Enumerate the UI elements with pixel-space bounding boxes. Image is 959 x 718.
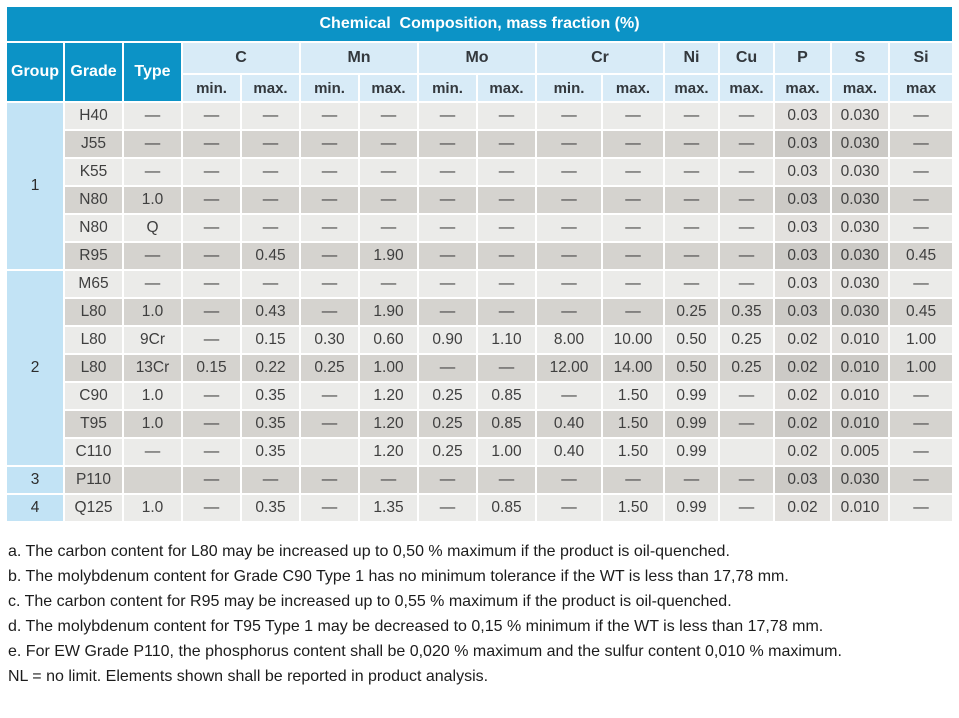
header-cr-min: min. bbox=[537, 75, 601, 101]
value-cell: 0.35 bbox=[242, 495, 299, 521]
value-cell: 0.030 bbox=[832, 187, 888, 213]
value-cell: 0.30 bbox=[301, 327, 358, 353]
value-cell: 0.03 bbox=[775, 131, 830, 157]
grade-cell: N80 bbox=[65, 187, 122, 213]
value-cell: — bbox=[419, 243, 476, 269]
value-cell: 0.010 bbox=[832, 355, 888, 381]
value-cell: 0.85 bbox=[478, 411, 535, 437]
value-cell: 0.25 bbox=[665, 299, 718, 325]
value-cell: — bbox=[665, 159, 718, 185]
value-cell: 1.90 bbox=[360, 243, 417, 269]
value-cell: 0.35 bbox=[720, 299, 773, 325]
value-cell: 1.10 bbox=[478, 327, 535, 353]
type-cell: — bbox=[124, 103, 181, 129]
value-cell: 0.45 bbox=[242, 243, 299, 269]
header-mn-max: max. bbox=[360, 75, 417, 101]
header-mo-min: min. bbox=[419, 75, 476, 101]
value-cell: 0.005 bbox=[832, 439, 888, 465]
value-cell: 0.03 bbox=[775, 299, 830, 325]
value-cell: 0.15 bbox=[183, 355, 240, 381]
value-cell: — bbox=[183, 383, 240, 409]
value-cell: — bbox=[301, 103, 358, 129]
element-header-row bbox=[7, 43, 952, 73]
value-cell: 0.50 bbox=[665, 355, 718, 381]
value-cell: — bbox=[890, 495, 952, 521]
value-cell: 0.010 bbox=[832, 383, 888, 409]
value-cell: 0.85 bbox=[478, 383, 535, 409]
value-cell: — bbox=[419, 215, 476, 241]
table-row bbox=[7, 215, 952, 241]
value-cell: — bbox=[360, 159, 417, 185]
value-cell: — bbox=[537, 271, 601, 297]
value-cell: 0.25 bbox=[301, 355, 358, 381]
value-cell: — bbox=[665, 131, 718, 157]
value-cell: 1.90 bbox=[360, 299, 417, 325]
value-cell: — bbox=[301, 383, 358, 409]
table-row bbox=[7, 159, 952, 185]
value-cell: — bbox=[360, 131, 417, 157]
value-cell: 0.030 bbox=[832, 299, 888, 325]
grade-cell: C110 bbox=[65, 439, 122, 465]
type-cell: Q bbox=[124, 215, 181, 241]
value-cell: — bbox=[890, 159, 952, 185]
table-row bbox=[7, 495, 952, 521]
value-cell: — bbox=[720, 271, 773, 297]
value-cell: 0.85 bbox=[478, 495, 535, 521]
table-body bbox=[7, 103, 952, 521]
value-cell: 1.50 bbox=[603, 411, 663, 437]
value-cell: — bbox=[183, 243, 240, 269]
header-element-si: Si bbox=[890, 43, 952, 73]
grade-cell: L80 bbox=[65, 299, 122, 325]
value-cell: 0.22 bbox=[242, 355, 299, 381]
grade-cell: L80 bbox=[65, 327, 122, 353]
value-cell: — bbox=[603, 131, 663, 157]
value-cell: 1.00 bbox=[890, 327, 952, 353]
type-cell: — bbox=[124, 131, 181, 157]
table-row bbox=[7, 187, 952, 213]
value-cell: — bbox=[720, 495, 773, 521]
type-cell: — bbox=[124, 159, 181, 185]
group-cell: 2 bbox=[7, 271, 63, 465]
type-cell: 9Cr bbox=[124, 327, 181, 353]
value-cell: 0.03 bbox=[775, 215, 830, 241]
value-cell: — bbox=[183, 103, 240, 129]
value-cell: — bbox=[603, 187, 663, 213]
group-cell: 4 bbox=[7, 495, 63, 521]
value-cell: — bbox=[665, 103, 718, 129]
value-cell: 0.030 bbox=[832, 467, 888, 493]
value-cell: — bbox=[537, 383, 601, 409]
value-cell: 1.20 bbox=[360, 439, 417, 465]
value-cell: — bbox=[720, 103, 773, 129]
value-cell: — bbox=[665, 215, 718, 241]
value-cell: — bbox=[603, 243, 663, 269]
value-cell: — bbox=[419, 271, 476, 297]
value-cell: — bbox=[603, 299, 663, 325]
grade-cell: H40 bbox=[65, 103, 122, 129]
value-cell: 0.25 bbox=[720, 355, 773, 381]
value-cell: — bbox=[720, 243, 773, 269]
value-cell: — bbox=[890, 131, 952, 157]
value-cell: 0.25 bbox=[419, 383, 476, 409]
value-cell: — bbox=[301, 467, 358, 493]
value-cell: 1.00 bbox=[360, 355, 417, 381]
value-cell: — bbox=[360, 271, 417, 297]
value-cell: 1.50 bbox=[603, 439, 663, 465]
value-cell: — bbox=[603, 103, 663, 129]
table-row bbox=[7, 411, 952, 437]
value-cell: 0.010 bbox=[832, 495, 888, 521]
value-cell: — bbox=[242, 215, 299, 241]
value-cell: — bbox=[537, 131, 601, 157]
value-cell: 10.00 bbox=[603, 327, 663, 353]
value-cell bbox=[301, 439, 358, 465]
value-cell: — bbox=[890, 215, 952, 241]
group-cell: 1 bbox=[7, 103, 63, 269]
value-cell: 0.02 bbox=[775, 411, 830, 437]
value-cell: 0.45 bbox=[890, 299, 952, 325]
type-cell: — bbox=[124, 243, 181, 269]
grade-cell: C90 bbox=[65, 383, 122, 409]
value-cell: — bbox=[603, 271, 663, 297]
value-cell: — bbox=[419, 131, 476, 157]
grade-cell: M65 bbox=[65, 271, 122, 297]
value-cell: — bbox=[301, 187, 358, 213]
value-cell: — bbox=[183, 271, 240, 297]
value-cell: — bbox=[242, 271, 299, 297]
value-cell: 0.35 bbox=[242, 383, 299, 409]
value-cell: — bbox=[478, 355, 535, 381]
value-cell: — bbox=[301, 411, 358, 437]
value-cell: 0.010 bbox=[832, 411, 888, 437]
value-cell: 0.60 bbox=[360, 327, 417, 353]
value-cell: — bbox=[890, 103, 952, 129]
value-cell: 0.25 bbox=[419, 411, 476, 437]
value-cell: 0.50 bbox=[665, 327, 718, 353]
header-mn-min: min. bbox=[301, 75, 358, 101]
footnote-e: e. For EW Grade P110, the phosphorus content shall be 0,020 % maximum and the sulfur content 0,010 % maximum. bbox=[8, 643, 842, 660]
value-cell: 0.25 bbox=[720, 327, 773, 353]
value-cell: 0.90 bbox=[419, 327, 476, 353]
value-cell: — bbox=[419, 467, 476, 493]
header-element-c: C bbox=[183, 43, 299, 73]
value-cell: — bbox=[720, 215, 773, 241]
value-cell: — bbox=[478, 467, 535, 493]
value-cell: 0.02 bbox=[775, 383, 830, 409]
value-cell: 12.00 bbox=[537, 355, 601, 381]
type-cell: — bbox=[124, 439, 181, 465]
value-cell: 0.03 bbox=[775, 187, 830, 213]
value-cell: 0.99 bbox=[665, 383, 718, 409]
footnote-d: d. The molybdenum content for T95 Type 1 may be decreased to 0,15 % minimum if the WT is less than 17,78 mm. bbox=[8, 618, 824, 635]
footnote-c: c. The carbon content for R95 may be increased up to 0,55 % maximum if the product is oil-quenched. bbox=[8, 593, 732, 610]
grade-cell: T95 bbox=[65, 411, 122, 437]
type-cell: 1.0 bbox=[124, 187, 181, 213]
header-mo-max: max. bbox=[478, 75, 535, 101]
header-element-p: P bbox=[775, 43, 830, 73]
type-cell: 1.0 bbox=[124, 495, 181, 521]
value-cell: — bbox=[478, 299, 535, 325]
value-cell: — bbox=[183, 299, 240, 325]
value-cell: 0.03 bbox=[775, 467, 830, 493]
value-cell: — bbox=[183, 187, 240, 213]
value-cell: 1.50 bbox=[603, 383, 663, 409]
value-cell: — bbox=[301, 159, 358, 185]
value-cell: 0.030 bbox=[832, 271, 888, 297]
value-cell: — bbox=[360, 187, 417, 213]
value-cell: — bbox=[478, 187, 535, 213]
chemical-composition-table bbox=[5, 5, 954, 523]
value-cell: 0.99 bbox=[665, 411, 718, 437]
table-row bbox=[7, 243, 952, 269]
value-cell: — bbox=[720, 187, 773, 213]
type-cell: 1.0 bbox=[124, 411, 181, 437]
footnotes bbox=[8, 543, 959, 687]
value-cell: 0.25 bbox=[419, 439, 476, 465]
value-cell: 0.99 bbox=[665, 439, 718, 465]
header-ni-max: max. bbox=[665, 75, 718, 101]
header-cu-max: max. bbox=[720, 75, 773, 101]
header-cr-max: max. bbox=[603, 75, 663, 101]
value-cell: 0.45 bbox=[890, 243, 952, 269]
header-group: Group bbox=[7, 43, 63, 101]
value-cell: — bbox=[478, 271, 535, 297]
value-cell: 0.030 bbox=[832, 243, 888, 269]
header-element-mn: Mn bbox=[301, 43, 417, 73]
value-cell: — bbox=[478, 215, 535, 241]
value-cell: — bbox=[242, 159, 299, 185]
type-cell: 1.0 bbox=[124, 299, 181, 325]
table-row bbox=[7, 327, 952, 353]
group-cell: 3 bbox=[7, 467, 63, 493]
value-cell: — bbox=[537, 299, 601, 325]
value-cell: — bbox=[890, 411, 952, 437]
value-cell: 0.02 bbox=[775, 327, 830, 353]
grade-cell: J55 bbox=[65, 131, 122, 157]
value-cell: — bbox=[603, 467, 663, 493]
value-cell: — bbox=[183, 411, 240, 437]
value-cell: 0.030 bbox=[832, 103, 888, 129]
value-cell: 1.20 bbox=[360, 411, 417, 437]
table-row bbox=[7, 271, 952, 297]
value-cell: — bbox=[419, 159, 476, 185]
value-cell: — bbox=[183, 159, 240, 185]
value-cell: 0.03 bbox=[775, 243, 830, 269]
value-cell: — bbox=[720, 383, 773, 409]
value-cell: — bbox=[603, 215, 663, 241]
value-cell: 0.43 bbox=[242, 299, 299, 325]
grade-cell: Q125 bbox=[65, 495, 122, 521]
value-cell: 1.50 bbox=[603, 495, 663, 521]
value-cell: 0.40 bbox=[537, 411, 601, 437]
value-cell: — bbox=[478, 103, 535, 129]
value-cell: 0.030 bbox=[832, 131, 888, 157]
header-element-cr: Cr bbox=[537, 43, 663, 73]
header-element-mo: Mo bbox=[419, 43, 535, 73]
value-cell: — bbox=[665, 187, 718, 213]
value-cell: 0.030 bbox=[832, 159, 888, 185]
value-cell: — bbox=[537, 243, 601, 269]
header-element-ni: Ni bbox=[665, 43, 718, 73]
value-cell: 1.35 bbox=[360, 495, 417, 521]
value-cell: — bbox=[419, 187, 476, 213]
value-cell: — bbox=[419, 355, 476, 381]
value-cell: — bbox=[665, 243, 718, 269]
value-cell: 0.02 bbox=[775, 439, 830, 465]
value-cell: 8.00 bbox=[537, 327, 601, 353]
value-cell: — bbox=[242, 187, 299, 213]
value-cell: 1.00 bbox=[890, 355, 952, 381]
value-cell: — bbox=[242, 467, 299, 493]
value-cell: — bbox=[603, 159, 663, 185]
value-cell: — bbox=[890, 467, 952, 493]
value-cell: — bbox=[183, 215, 240, 241]
header-c-max: max. bbox=[242, 75, 299, 101]
value-cell: — bbox=[537, 103, 601, 129]
table-row bbox=[7, 103, 952, 129]
value-cell: — bbox=[301, 271, 358, 297]
value-cell: — bbox=[301, 215, 358, 241]
value-cell: — bbox=[183, 327, 240, 353]
footnote-nl: NL = no limit. Elements shown shall be reported in product analysis. bbox=[8, 668, 489, 685]
value-cell: — bbox=[183, 467, 240, 493]
value-cell: — bbox=[478, 131, 535, 157]
value-cell: 0.03 bbox=[775, 159, 830, 185]
value-cell: — bbox=[537, 495, 601, 521]
value-cell: — bbox=[301, 131, 358, 157]
header-grade: Grade bbox=[65, 43, 122, 101]
table-row bbox=[7, 467, 952, 493]
grade-cell: K55 bbox=[65, 159, 122, 185]
value-cell: — bbox=[720, 411, 773, 437]
type-cell: 13Cr bbox=[124, 355, 181, 381]
value-cell: — bbox=[890, 439, 952, 465]
value-cell: 0.35 bbox=[242, 439, 299, 465]
value-cell: — bbox=[890, 271, 952, 297]
header-s-max: max. bbox=[832, 75, 888, 101]
value-cell: — bbox=[242, 103, 299, 129]
value-cell: 0.35 bbox=[242, 411, 299, 437]
value-cell: — bbox=[242, 131, 299, 157]
value-cell: — bbox=[720, 159, 773, 185]
value-cell bbox=[720, 439, 773, 465]
header-p-max: max. bbox=[775, 75, 830, 101]
value-cell: — bbox=[301, 495, 358, 521]
value-cell: 14.00 bbox=[603, 355, 663, 381]
value-cell: — bbox=[478, 159, 535, 185]
value-cell: — bbox=[478, 243, 535, 269]
table-row bbox=[7, 439, 952, 465]
title-row bbox=[7, 7, 952, 41]
value-cell: — bbox=[183, 131, 240, 157]
header-element-s: S bbox=[832, 43, 888, 73]
value-cell: — bbox=[419, 299, 476, 325]
grade-cell: P110 bbox=[65, 467, 122, 493]
value-cell: — bbox=[360, 467, 417, 493]
value-cell: 0.03 bbox=[775, 271, 830, 297]
value-cell: — bbox=[720, 131, 773, 157]
table-title: Chemical Composition, mass fraction (%) bbox=[7, 7, 952, 41]
value-cell: — bbox=[537, 215, 601, 241]
value-cell: — bbox=[665, 271, 718, 297]
value-cell: — bbox=[890, 187, 952, 213]
table-row bbox=[7, 131, 952, 157]
footnote-b: b. The molybdenum content for Grade C90 Type 1 has no minimum tolerance if the WT is less than 17,78 mm. bbox=[8, 568, 789, 585]
value-cell: — bbox=[183, 495, 240, 521]
value-cell: — bbox=[360, 103, 417, 129]
table-row bbox=[7, 383, 952, 409]
value-cell: 0.030 bbox=[832, 215, 888, 241]
type-cell: 1.0 bbox=[124, 383, 181, 409]
value-cell: — bbox=[890, 383, 952, 409]
value-cell: — bbox=[301, 299, 358, 325]
grade-cell: L80 bbox=[65, 355, 122, 381]
value-cell: — bbox=[537, 467, 601, 493]
grade-cell: R95 bbox=[65, 243, 122, 269]
value-cell: — bbox=[183, 439, 240, 465]
value-cell: 0.40 bbox=[537, 439, 601, 465]
value-cell: 0.02 bbox=[775, 495, 830, 521]
value-cell: 0.010 bbox=[832, 327, 888, 353]
value-cell: — bbox=[665, 467, 718, 493]
header-c-min: min. bbox=[183, 75, 240, 101]
table-row bbox=[7, 299, 952, 325]
value-cell: — bbox=[537, 187, 601, 213]
table-row bbox=[7, 355, 952, 381]
header-si-max: max bbox=[890, 75, 952, 101]
footnote-a: a. The carbon content for L80 may be increased up to 0,50 % maximum if the product is oil-quenched. bbox=[8, 543, 730, 560]
value-cell: 0.03 bbox=[775, 103, 830, 129]
value-cell: 0.02 bbox=[775, 355, 830, 381]
value-cell: — bbox=[360, 215, 417, 241]
value-cell: — bbox=[301, 243, 358, 269]
type-cell bbox=[124, 467, 181, 493]
value-cell: — bbox=[419, 103, 476, 129]
header-type: Type bbox=[124, 43, 181, 101]
value-cell: — bbox=[419, 495, 476, 521]
value-cell: 1.20 bbox=[360, 383, 417, 409]
grade-cell: N80 bbox=[65, 215, 122, 241]
value-cell: — bbox=[720, 467, 773, 493]
value-cell: 1.00 bbox=[478, 439, 535, 465]
value-cell: 0.15 bbox=[242, 327, 299, 353]
header-element-cu: Cu bbox=[720, 43, 773, 73]
value-cell: 0.99 bbox=[665, 495, 718, 521]
value-cell: — bbox=[537, 159, 601, 185]
type-cell: — bbox=[124, 271, 181, 297]
